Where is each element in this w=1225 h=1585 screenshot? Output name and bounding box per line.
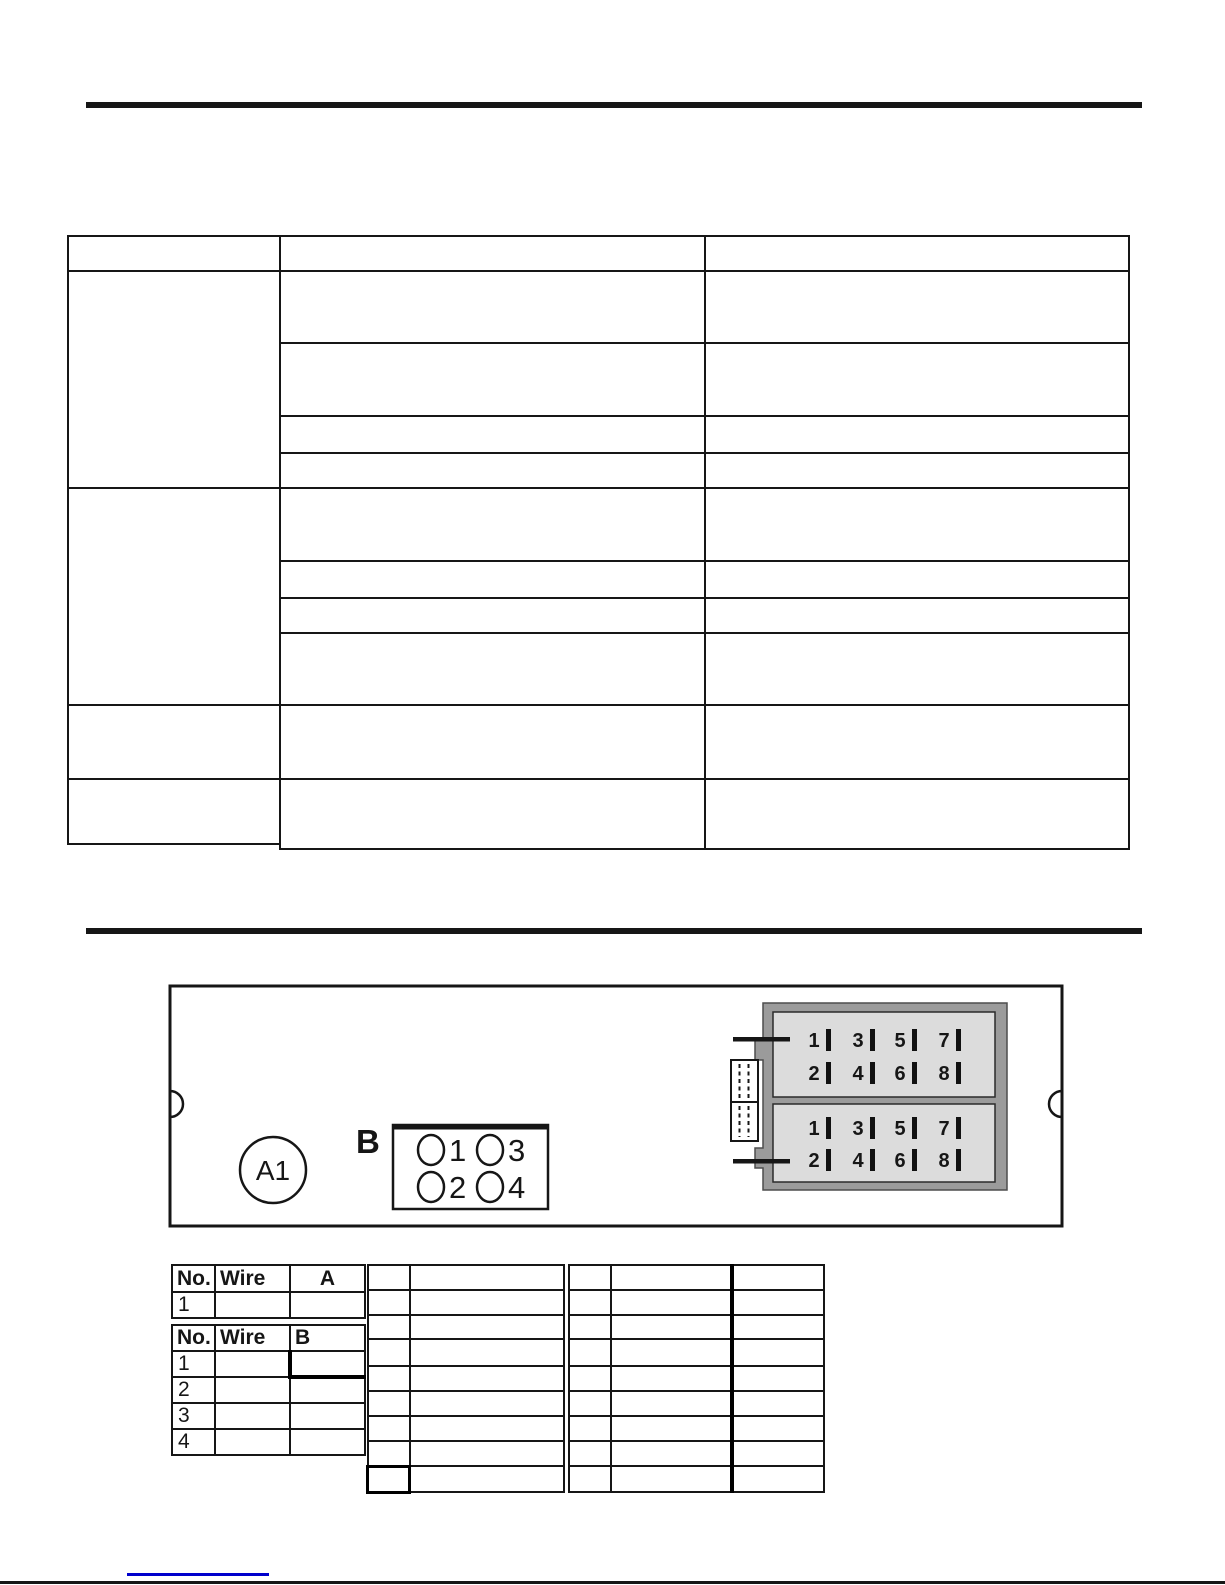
wiring-list-table-left — [366, 1264, 565, 1494]
pin-number: 7 — [938, 1118, 950, 1140]
pin-row-number: 2 — [178, 1378, 190, 1401]
pin-mark — [826, 1029, 831, 1051]
b-pin-number: 1 — [449, 1133, 467, 1168]
pin-row-number: 1 — [178, 1352, 190, 1375]
col-header-no: No. — [177, 1326, 211, 1349]
highlighted-cell — [368, 1466, 410, 1492]
table-border-top — [67, 235, 1130, 237]
table-divider-col1 — [279, 235, 281, 850]
pin-mark — [956, 1117, 961, 1139]
a1-label: A1 — [255, 1155, 291, 1186]
pin-row-number: 1 — [178, 1293, 190, 1316]
b-pin-number: 3 — [508, 1133, 526, 1168]
latch-box-bottom — [731, 1102, 758, 1141]
col-header-wire: Wire — [220, 1326, 266, 1349]
table-group-rule-2 — [67, 704, 1130, 706]
pin-number: 6 — [894, 1150, 906, 1172]
pin-mark — [912, 1149, 917, 1171]
col-header-connector-a: A — [319, 1266, 336, 1290]
pin-mark — [956, 1029, 961, 1051]
pin-mark — [912, 1062, 917, 1084]
wire-table-b — [171, 1324, 366, 1456]
pin-number: 5 — [894, 1030, 906, 1052]
wire-table-a — [171, 1264, 366, 1319]
pin-mark — [870, 1117, 875, 1139]
pin-row-number: 3 — [178, 1404, 190, 1427]
pin-mark — [912, 1117, 917, 1139]
b-block-label: B — [356, 1123, 380, 1160]
latch-box-top — [731, 1060, 758, 1102]
table-border-bottom — [279, 848, 1130, 850]
section-divider-middle — [86, 928, 1142, 934]
table-group-rule-1 — [67, 487, 1130, 489]
pin-mark — [826, 1062, 831, 1084]
pin-number: 2 — [808, 1063, 820, 1085]
pin-number: 8 — [938, 1150, 950, 1172]
pin-row-number: 4 — [178, 1430, 190, 1453]
table-border-left — [67, 235, 69, 845]
pin-number: 8 — [938, 1063, 950, 1085]
table-subrow-rule — [279, 560, 1130, 562]
pin-mark — [870, 1062, 875, 1084]
connector-diagram — [0, 960, 1225, 1250]
pin-mark — [956, 1062, 961, 1084]
table-subrow-rule — [279, 342, 1130, 344]
pin-number: 2 — [808, 1150, 820, 1172]
iso-socket-top — [773, 1012, 995, 1097]
pin-number: 6 — [894, 1063, 906, 1085]
table-divider-col2 — [704, 235, 706, 850]
pin-mark — [826, 1117, 831, 1139]
pin-mark — [870, 1029, 875, 1051]
table-subrow-rule — [279, 597, 1130, 599]
b-pin-number: 4 — [508, 1170, 526, 1205]
leader-line-bottom — [733, 1159, 790, 1164]
pin-number: 7 — [938, 1030, 950, 1052]
col-header-connector-b: B — [295, 1326, 311, 1349]
col-header-wire: Wire — [220, 1266, 266, 1290]
table-subrow-rule — [279, 415, 1130, 417]
section-divider-top — [86, 102, 1142, 108]
wiring-list-table-right — [568, 1264, 825, 1493]
footer-link[interactable] — [127, 1573, 269, 1576]
pin-number: 5 — [894, 1118, 906, 1140]
table-border-right — [1128, 235, 1130, 850]
page-bottom-edge — [0, 1581, 1225, 1584]
pin-mark — [826, 1149, 831, 1171]
pin-number: 4 — [852, 1150, 864, 1172]
col-header-no: No. — [177, 1266, 211, 1290]
pin-number: 4 — [852, 1063, 864, 1085]
pin-mark — [956, 1149, 961, 1171]
pin-number: 3 — [852, 1030, 864, 1052]
table-header-rule — [67, 270, 1130, 272]
table-border-bottom-left — [67, 843, 281, 845]
iso-socket-bottom — [773, 1104, 995, 1182]
table-subrow-rule — [279, 452, 1130, 454]
pin-mark — [870, 1149, 875, 1171]
highlighted-cell — [290, 1351, 365, 1377]
pin-number: 1 — [808, 1030, 820, 1052]
table-group-rule-3 — [67, 778, 1130, 780]
leader-line-top — [733, 1037, 790, 1042]
pin-number: 3 — [852, 1118, 864, 1140]
pin-mark — [912, 1029, 917, 1051]
table-subrow-rule — [279, 632, 1130, 634]
b-pin-number: 2 — [449, 1170, 467, 1205]
pin-number: 1 — [808, 1118, 820, 1140]
